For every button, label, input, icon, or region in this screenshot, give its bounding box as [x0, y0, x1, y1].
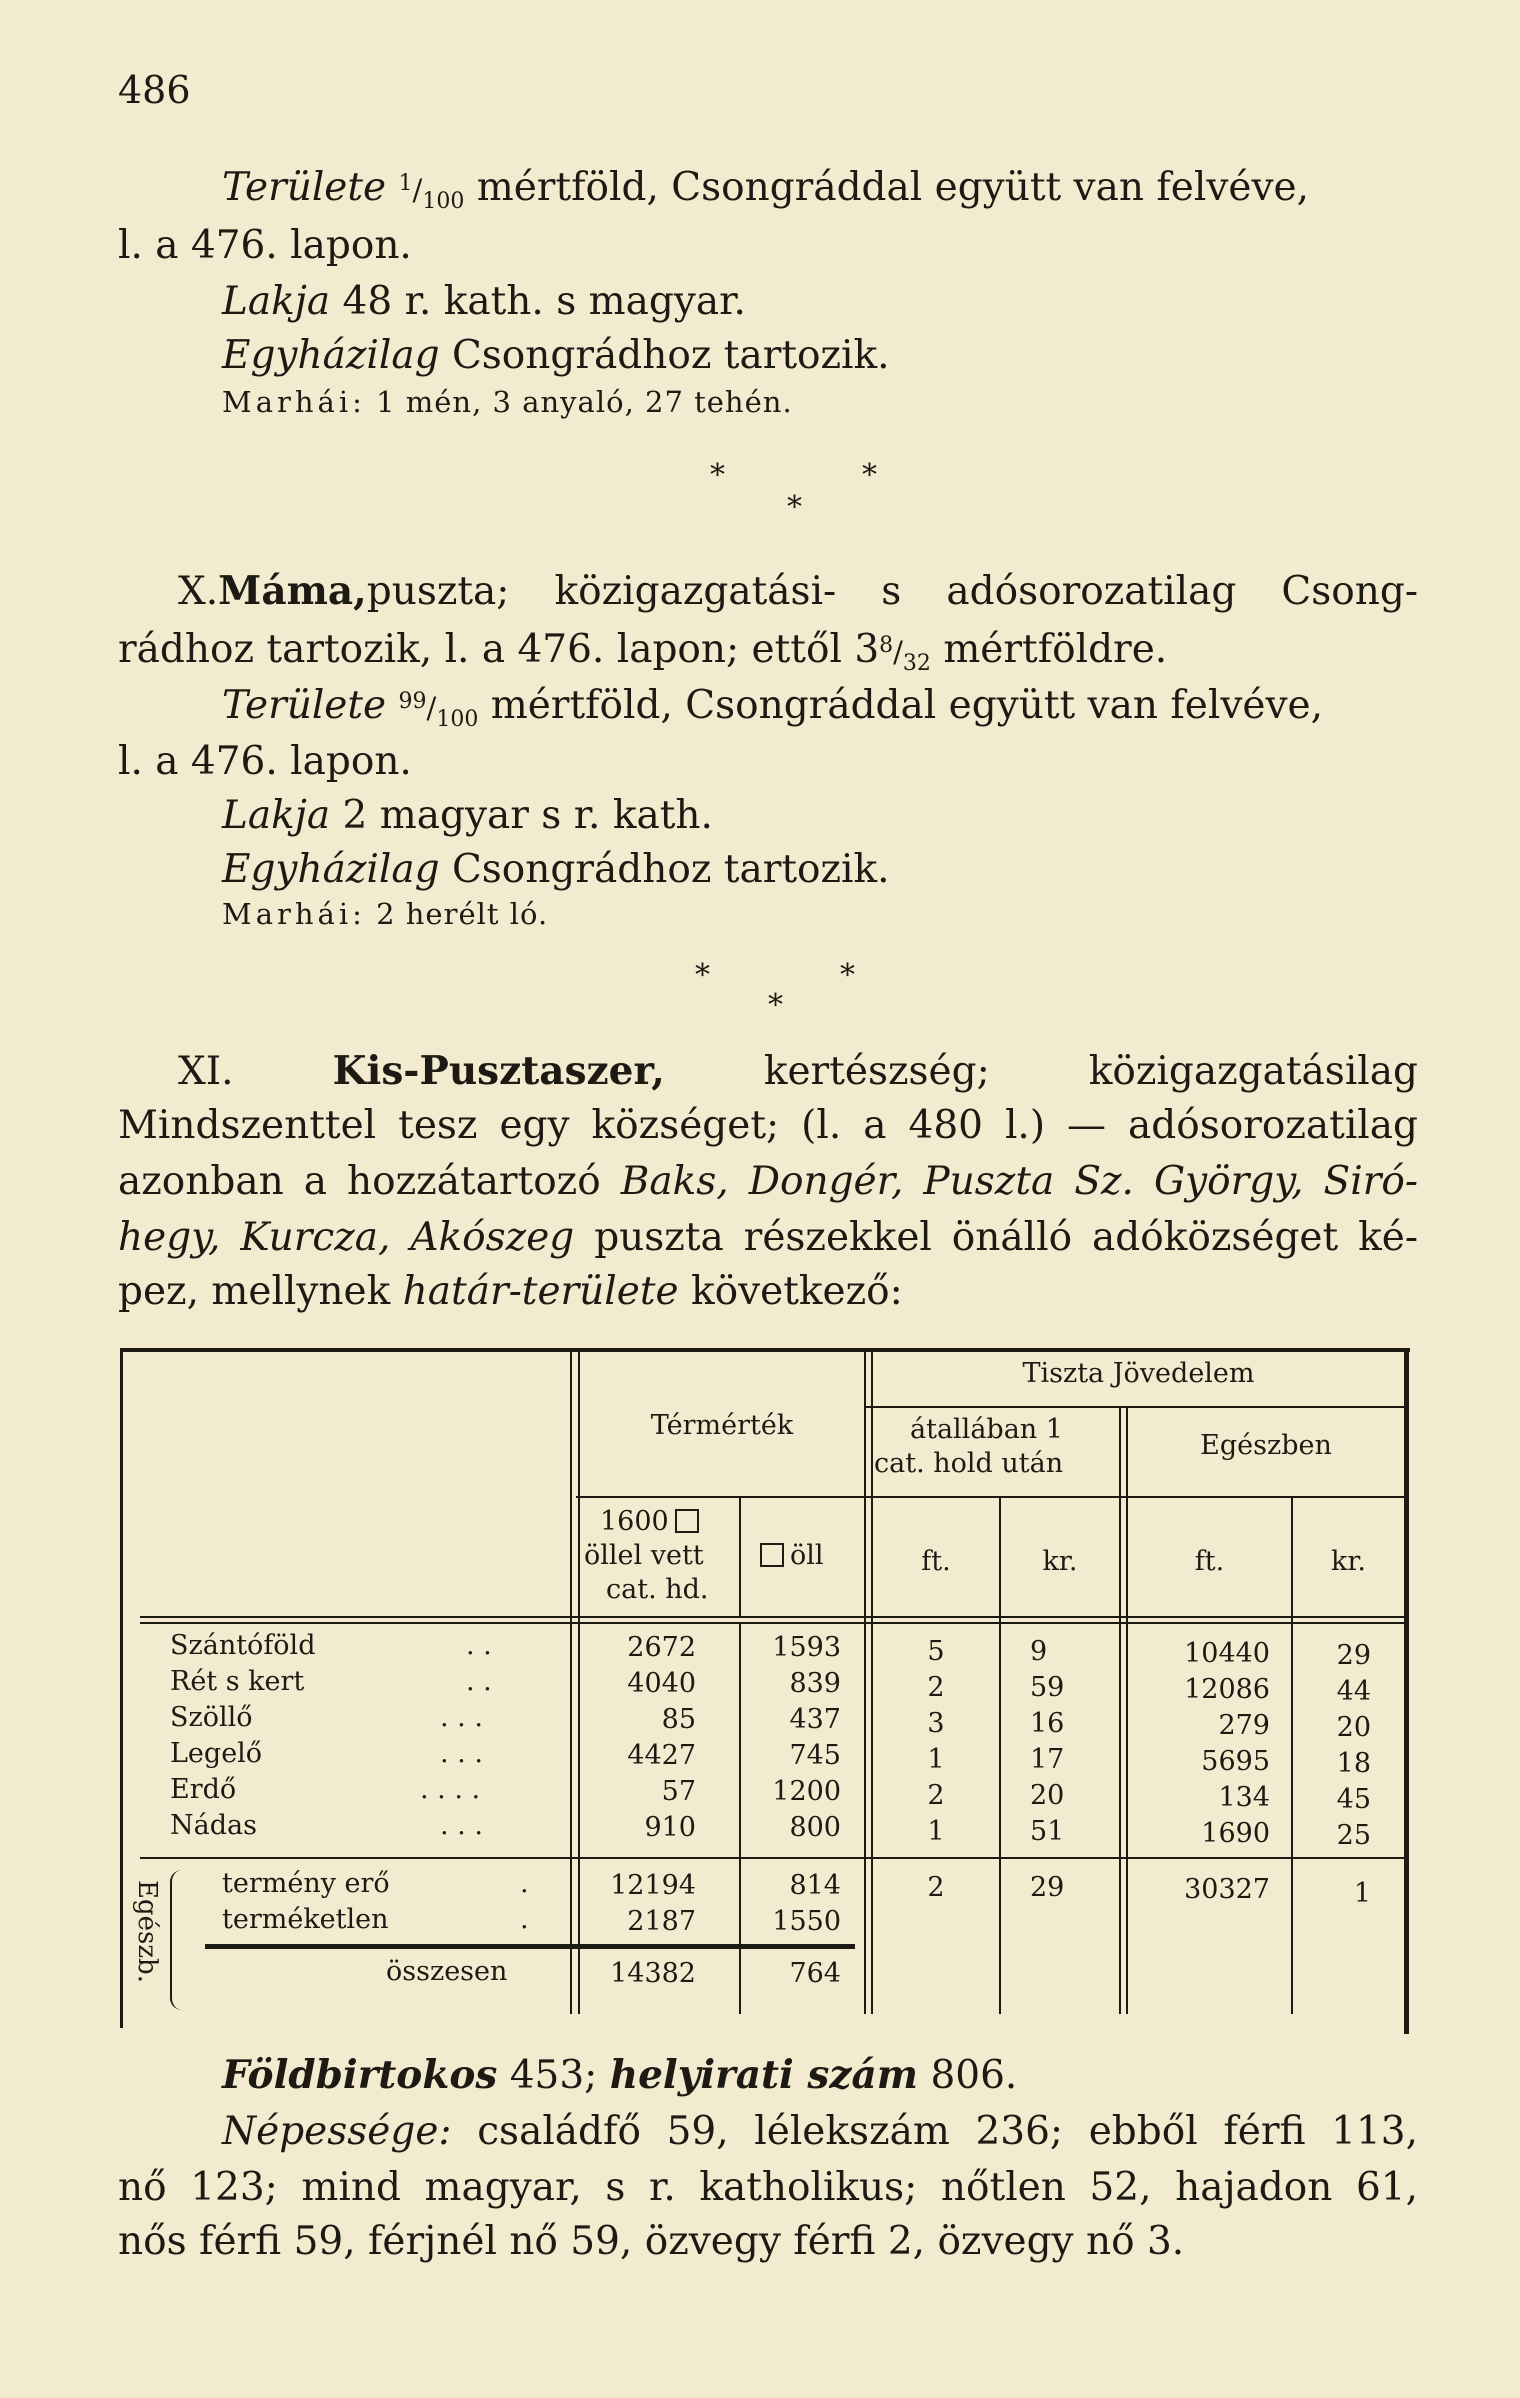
place-name: Kis-Pusztaszer,: [332, 1048, 665, 1094]
sum1-hold: 12194: [610, 1870, 696, 1901]
area-line: Területe $^{99}/_{100}$ mértföld, Csongráddal együtt van felvéve,: [222, 683, 1323, 732]
text-line: nő 123; mind magyar, s r. katholikus; nőtlen 52, hajadon 61,: [118, 2165, 1418, 2210]
sum-ft-total: 30327: [1184, 1874, 1270, 1905]
sum-ft: 2: [927, 1872, 945, 1903]
text-line: hegy, Kurcza, Akószeg puszta részekkel önálló adóközséget ké-: [118, 1215, 1418, 1260]
header-cathd: cat. hd.: [606, 1574, 709, 1605]
livestock-line: Marhái: 1 mén, 3 anyaló, 27 tehén.: [222, 385, 793, 419]
header-ft-total: ft.: [1194, 1546, 1225, 1577]
church-line: Egyházilag Csongrádhoz tartozik.: [222, 333, 890, 378]
population-line: Lakja 48 r. kath. s magyar.: [222, 279, 746, 324]
text-line: Mindszenttel tesz egy községet; (l. a 480 l.) — adósorozatilag: [118, 1103, 1418, 1148]
separator-star: *: [695, 958, 710, 993]
church-line: Egyházilag Csongrádhoz tartozik.: [222, 847, 890, 892]
area-text: mértföld, Csongráddal együtt van felvéve,: [476, 165, 1309, 210]
entry-heading-x: X.Máma,puszta; közigazgatási- s adósorozatilag Csong-: [178, 568, 1418, 614]
population-heading: Népessége: családfő 59, lélekszám 236; ebből férfi 113,: [222, 2109, 1418, 2154]
fraction: $^{99}/_{100}$: [398, 689, 479, 732]
header-oll: öll: [760, 1542, 824, 1569]
side-label-egeszb: Egészb.: [132, 1880, 162, 1983]
fraction: $^8/_{32}$: [879, 633, 931, 676]
header-tiszta: Tiszta Jövedelem: [1022, 1358, 1255, 1389]
sum1-oll: 814: [789, 1870, 841, 1901]
landowners-line: Földbirtokos 453; helyirati szám 806.: [222, 2052, 1018, 2098]
total-hold: 14382: [610, 1958, 696, 1989]
header-kr: kr.: [1042, 1546, 1078, 1577]
square-symbol: [760, 1543, 784, 1567]
separator-star: *: [862, 458, 877, 493]
sum2-label: terméketlen: [222, 1904, 389, 1935]
livestock-line: Marhái: 2 herélt ló.: [222, 897, 549, 931]
sum2-oll: 1550: [772, 1906, 841, 1937]
row-label: Szöllő: [170, 1702, 253, 1733]
population-line: Lakja 2 magyar s r. kath.: [222, 793, 713, 838]
place-name: Máma,: [218, 568, 367, 614]
table-top-rule: [120, 1348, 1410, 1352]
row-label: Legelő: [170, 1738, 263, 1769]
entry-heading-xi: XI. Kis-Pusztaszer, kertészség; közigazgatásilag: [178, 1048, 1418, 1094]
header-ft: ft.: [921, 1546, 951, 1577]
text-line: rádhoz tartozik, l. a 476. lapon; ettől $3^8/_{32}$ mértföldre.: [118, 627, 1168, 676]
text-line: azonban a hozzátartozó Baks, Dongér, Puszta Sz. György, Siró-: [118, 1159, 1418, 1204]
square-symbol: [675, 1509, 699, 1533]
header-kr-total: kr.: [1331, 1546, 1366, 1577]
header-cat-hold: cat. hold után: [874, 1448, 1064, 1479]
sum-kr: 29: [1030, 1872, 1065, 1903]
sum1-label: termény erő: [222, 1868, 390, 1899]
fraction: $^1/_{100}$: [398, 171, 465, 214]
total-oll: 764: [789, 1958, 841, 1989]
header-1600: 1600: [600, 1508, 699, 1535]
header-atallaban: átallában 1: [910, 1414, 1063, 1445]
area-label: Területe: [222, 165, 387, 210]
text-line: l. a 476. lapon.: [118, 223, 412, 268]
summary-brace: [170, 1870, 186, 2010]
header-egeszben: Egészben: [1200, 1430, 1332, 1461]
separator-star: *: [710, 458, 725, 493]
separator-star: *: [787, 490, 802, 525]
header-termertek: Térmérték: [650, 1410, 794, 1441]
row-label: Szántóföld: [170, 1630, 316, 1661]
row-label: Erdő: [170, 1774, 237, 1805]
sum-kr-total: 1: [1353, 1878, 1371, 1909]
page-number: 486: [118, 68, 191, 112]
sum2-hold: 2187: [627, 1906, 696, 1937]
separator-star: *: [768, 988, 783, 1023]
total-label: összesen: [386, 1956, 508, 1987]
separator-star: *: [840, 958, 855, 993]
row-label: Nádas: [170, 1810, 257, 1841]
text-line: l. a 476. lapon.: [118, 739, 412, 784]
text-line: nős férfi 59, férjnél nő 59, özvegy férfi 2, özvegy nő 3.: [118, 2219, 1185, 2264]
text-line: pez, mellynek határ-területe következő:: [118, 1269, 903, 1314]
area-line: [222, 165, 1309, 214]
header-ollel: öllel vett: [584, 1540, 704, 1571]
book-page: 486 Területe $^1/_{100}$ mértföld, Csongráddal együtt van felvéve, l. a 476. lapon. Lakja 48 r. kath. s magyar. Egyházilag Csongrádhoz tartozik. Marhái: 1 mén, 3 anyaló, 27 tehén. * * * X.Máma,puszta; közigazgatási- s adósorozatilag Csong- rádhoz tartozik, l. a 476. lapon; ettől $3^8/_{32}$ mértföldre. Területe $^{99}/_{100}$ mértföld, Csongráddal együtt van felvéve, l. a 476. lapon. Lakja 2 magyar s r. kath. Egyházilag Csongrádhoz tartozik. Marhái: 2 herélt ló. * * * XI. Kis-Pusztaszer, kertészség; közigazgatásilag Mindszenttel tesz egy községet; (l. a 480 l.) — adósorozatilag azonban a hozzátartozó Baks, Dongér, Puszta Sz. György, Siró- hegy, Kurcza, Akószeg puszta részekkel önálló adóközséget ké- pez, mellynek határ-területe következő: Tiszta Jövedelem Térmérték átallában 1 cat. hold után Egészben 1600 öllel vett cat. hd. öll ft. kr. ft. kr. Szántóföld . . 2672 1593 5 9 10440 29 Rét s kert . . 4040 839 2 59 12086 44 Szöllő . . . 85 437 3 16 279 20 Legelő . . . 4427 745 1 17 5695 18 Erdő . . . . 57 1200 2 20 134 45 Nádas . . . 910 800 1 51 1690 25 Egészb. termény erő . 12194 814 terméketlen . 2187 1550 2 29 30327 1 összesen 14382 764 Földbirtokos 453; helyirati szám 806. Népessége: családfő 59, lélekszám 236; ebből férfi 113, nő 123; mind magyar, s r. katholikus; nőtlen 52, hajadon 61, nős férfi 59, férjnél nő 59, özvegy férfi 2, özvegy nő 3.: [118, 68, 1418, 2264]
row-label: Rét s kert: [170, 1666, 305, 1697]
